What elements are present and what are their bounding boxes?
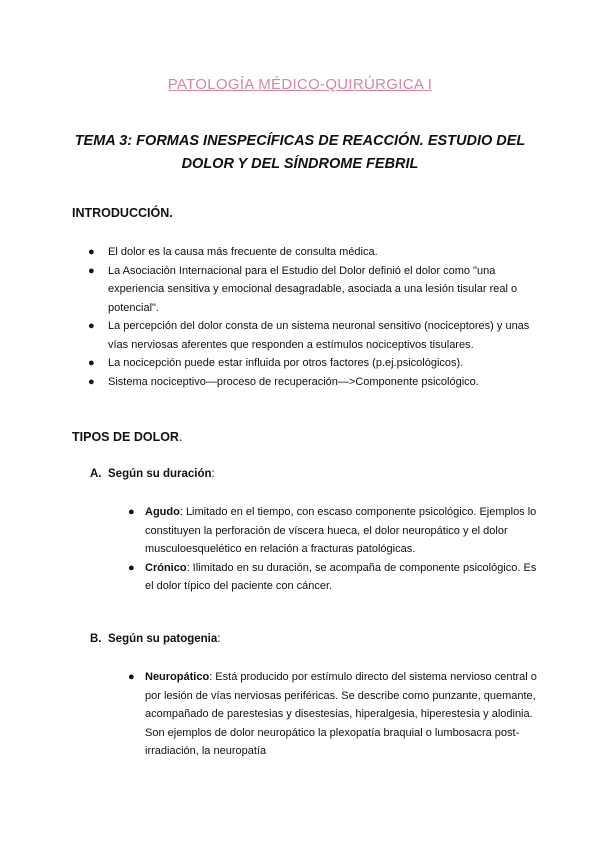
- intro-bullet-list: [88, 243, 548, 391]
- bullet-icon: ●: [88, 357, 95, 369]
- section-a-heading: [90, 468, 215, 480]
- section-a-label: Según su duración: [108, 468, 212, 480]
- bullet-icon: ●: [128, 506, 135, 518]
- list-item-text: Sistema nociceptivo—proceso de recuperación—>Componente psicológico.: [108, 375, 479, 388]
- list-item-text: La Asociación Internacional para el Estudio del Dolor definió el dolor como "una experiencia sensitiva y emocional desagradable, asociada a una lesión tisular real o potencial".: [108, 264, 518, 314]
- page-title: PATOLOGÍA MÉDICO-QUIRÚRGICA I: [167, 76, 433, 93]
- list-item: [128, 668, 540, 761]
- tipos-heading: [72, 430, 182, 444]
- section-a-list: [128, 503, 540, 596]
- term-neuropatico: Neuropático: [145, 671, 210, 683]
- term-description: : Limitado en el tiempo, con escaso componente psicológico. Ejemplos lo constituyen la perforación de víscera hueca, el dolor neuropático y el dolor musculoesquelético en relación a fracturas patológicas.: [145, 506, 537, 555]
- term-description: : Está producido por estímulo directo del sistema nervioso central o por lesión de vías nerviosas periféricas. Se describe como punzante, quemante, acompañado de parestesias y disestesias, hiperalgesia, hiperestesia y alodinia. Son ejemplos de dolor neuropático la plexopatía braquial o lumbosacra post-irradiación, la neuropatía: [145, 671, 537, 757]
- bullet-icon: ●: [128, 561, 135, 574]
- list-item-text: La nocicepción puede estar influida por otros factores (p.ej.psicológicos).: [108, 357, 464, 369]
- section-b-letter: B.: [90, 633, 102, 645]
- term-agudo: Agudo: [145, 506, 180, 518]
- section-b-label: Según su patogenia: [108, 633, 218, 645]
- term-description: : Ilimitado en su duración, se acompaña de componente psicológico. Es el dolor típico del paciente con cáncer.: [145, 561, 537, 592]
- section-b-heading: [90, 633, 220, 645]
- tema-line-1: TEMA 3: FORMAS INESPECÍFICAS DE REACCIÓN. ESTUDIO DEL: [74, 133, 526, 149]
- tipos-heading-suffix: .: [178, 430, 183, 444]
- section-a-suffix: :: [211, 468, 215, 480]
- section-b-list: [128, 668, 540, 761]
- bullet-icon: ●: [88, 375, 95, 388]
- list-item: [88, 373, 548, 392]
- section-a-letter: A.: [90, 468, 102, 480]
- tema-line-2: DOLOR Y DEL SÍNDROME FEBRIL: [181, 156, 419, 172]
- section-b-suffix: :: [217, 633, 221, 645]
- bullet-icon: ●: [88, 320, 95, 332]
- bullet-icon: ●: [88, 246, 95, 258]
- list-item: [88, 354, 548, 373]
- bullet-icon: ●: [128, 671, 135, 683]
- list-item: [128, 503, 540, 559]
- list-item-text: La percepción del dolor consta de un sistema neuronal sensitivo (nociceptores) y unas vías nerviosas aferentes que responden a estímulos nociceptivos tisulares.: [108, 320, 530, 351]
- tema-heading: [70, 130, 530, 176]
- tipos-heading-text: TIPOS DE DOLOR: [72, 430, 179, 444]
- term-cronico: Crónico: [145, 561, 187, 574]
- list-item: [88, 317, 548, 354]
- list-item-text: El dolor es la causa más frecuente de consulta médica.: [108, 246, 378, 258]
- bullet-icon: ●: [88, 264, 95, 277]
- intro-heading: INTRODUCCIÓN.: [72, 206, 173, 220]
- list-item: [128, 559, 540, 596]
- list-item: [88, 243, 548, 262]
- list-item: [88, 262, 548, 318]
